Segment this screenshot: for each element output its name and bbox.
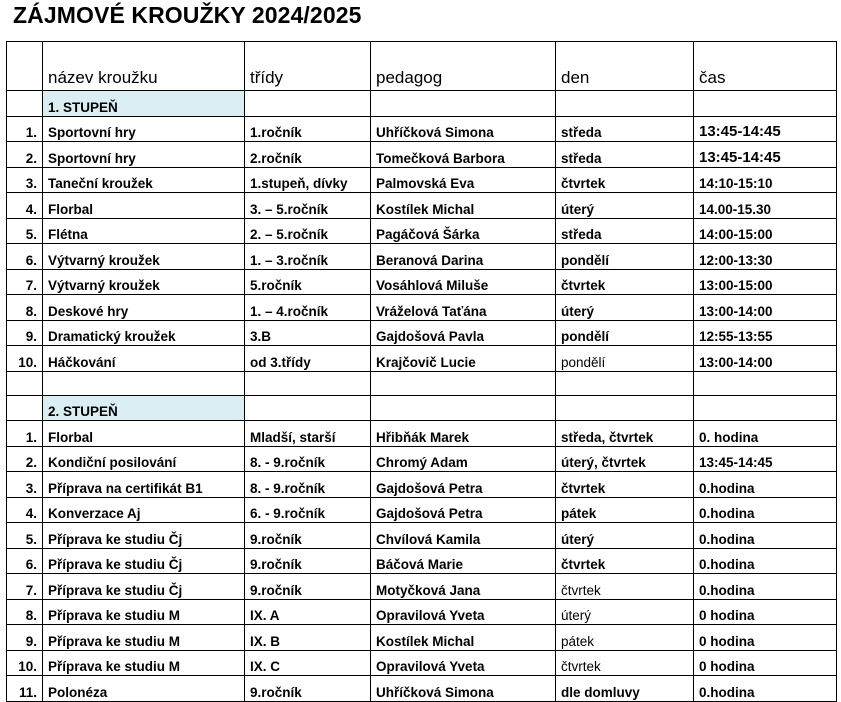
section-heading-row	[7, 91, 837, 117]
table-row	[7, 244, 837, 270]
row-number: 7.	[7, 269, 43, 295]
club-day: středa	[556, 218, 694, 244]
table-row	[7, 346, 837, 372]
empty-cell	[694, 395, 837, 421]
row-number: 1.	[7, 116, 43, 142]
row-number: 11.	[7, 676, 43, 702]
club-name: Příprava ke studiu M	[43, 625, 245, 651]
club-name: Příprava ke studiu M	[43, 650, 245, 676]
club-time: 13:45-14:45	[694, 116, 837, 142]
header-time: čas	[694, 42, 837, 91]
schedule-table	[6, 41, 837, 702]
club-time: 14.00-15.30	[694, 193, 837, 219]
header-day: den	[556, 42, 694, 91]
club-name: Polonéza	[43, 676, 245, 702]
club-day: čtvrtek	[556, 472, 694, 498]
club-name: Florbal	[43, 421, 245, 447]
club-classes: 8. - 9.ročník	[245, 472, 371, 498]
club-time: 0.hodina	[694, 472, 837, 498]
club-time: 0. hodina	[694, 421, 837, 447]
club-classes: 2.ročník	[245, 142, 371, 168]
club-time: 14:00-15:00	[694, 218, 837, 244]
row-number: 2.	[7, 446, 43, 472]
club-day: pondělí	[556, 320, 694, 346]
club-classes: 1.ročník	[245, 116, 371, 142]
club-classes: 5.ročník	[245, 269, 371, 295]
club-classes: IX. B	[245, 625, 371, 651]
club-day: úterý	[556, 599, 694, 625]
club-time: 13:45-14:45	[694, 142, 837, 168]
table-row	[7, 676, 837, 702]
club-classes: 1.stupeň, dívky	[245, 167, 371, 193]
row-number: 5.	[7, 523, 43, 549]
club-classes: Mladší, starší	[245, 421, 371, 447]
table-row	[7, 320, 837, 346]
club-classes: IX. C	[245, 650, 371, 676]
section-heading: 1. STUPEŇ	[43, 91, 245, 117]
club-teacher: Hřibňák Marek	[371, 421, 556, 447]
table-row	[7, 548, 837, 574]
club-name: Příprava ke studiu Čj	[43, 523, 245, 549]
club-day: pondělí	[556, 346, 694, 372]
empty-cell	[245, 371, 371, 395]
club-name: Příprava ke studiu M	[43, 599, 245, 625]
header-number	[7, 42, 43, 91]
club-classes: IX. A	[245, 599, 371, 625]
club-classes: 3.B	[245, 320, 371, 346]
club-time: 13:45-14:45	[694, 446, 837, 472]
table-row	[7, 142, 837, 168]
club-time: 13:00-15:00	[694, 269, 837, 295]
club-teacher: Beranová Darina	[371, 244, 556, 270]
club-teacher: Palmovská Eva	[371, 167, 556, 193]
club-classes: 1. – 4.ročník	[245, 295, 371, 321]
club-name: Sportovní hry	[43, 116, 245, 142]
club-day: pátek	[556, 625, 694, 651]
row-number: 10.	[7, 346, 43, 372]
club-classes: 9.ročník	[245, 548, 371, 574]
row-number: 4.	[7, 497, 43, 523]
club-teacher: Uhříčková Simona	[371, 116, 556, 142]
club-time: 0 hodina	[694, 599, 837, 625]
section-heading-row	[7, 395, 837, 421]
club-name: Dramatický kroužek	[43, 320, 245, 346]
club-teacher: Kostílek Michal	[371, 193, 556, 219]
club-time: 14:10-15:10	[694, 167, 837, 193]
table-row	[7, 116, 837, 142]
table-row	[7, 269, 837, 295]
club-name: Deskové hry	[43, 295, 245, 321]
club-teacher: Uhříčková Simona	[371, 676, 556, 702]
section-spacer	[7, 91, 43, 117]
club-day: čtvrtek	[556, 269, 694, 295]
table-row	[7, 446, 837, 472]
club-classes: 9.ročník	[245, 523, 371, 549]
club-name: Háčkování	[43, 346, 245, 372]
table-row	[7, 295, 837, 321]
page-title: ZÁJMOVÉ KROUŽKY 2024/2025	[13, 2, 362, 28]
club-name: Sportovní hry	[43, 142, 245, 168]
club-name: Florbal	[43, 193, 245, 219]
row-number: 9.	[7, 320, 43, 346]
row-number: 10.	[7, 650, 43, 676]
row-number: 6.	[7, 244, 43, 270]
table-row	[7, 497, 837, 523]
club-classes: od 3.třídy	[245, 346, 371, 372]
table-row	[7, 599, 837, 625]
club-classes: 9.ročník	[245, 574, 371, 600]
table-row	[7, 472, 837, 498]
club-time: 12:55-13:55	[694, 320, 837, 346]
header-row	[7, 42, 837, 91]
club-classes: 2. – 5.ročník	[245, 218, 371, 244]
table-row	[7, 523, 837, 549]
empty-cell	[694, 371, 837, 395]
club-time: 0 hodina	[694, 650, 837, 676]
empty-cell	[245, 395, 371, 421]
club-day: čtvrtek	[556, 650, 694, 676]
club-teacher: Gajdošová Petra	[371, 497, 556, 523]
club-day: pondělí	[556, 244, 694, 270]
club-teacher: Pagáčová Šárka	[371, 218, 556, 244]
table-row	[7, 574, 837, 600]
club-name: Příprava ke studiu Čj	[43, 548, 245, 574]
club-teacher: Báčová Marie	[371, 548, 556, 574]
empty-cell	[556, 395, 694, 421]
row-number: 3.	[7, 472, 43, 498]
club-time: 0.hodina	[694, 548, 837, 574]
empty-cell	[694, 91, 837, 117]
club-day: středa	[556, 116, 694, 142]
header-classes: třídy	[245, 42, 371, 91]
empty-cell	[7, 371, 43, 395]
club-teacher: Krajčovič Lucie	[371, 346, 556, 372]
row-number: 1.	[7, 421, 43, 447]
club-time: 13:00-14:00	[694, 295, 837, 321]
row-number: 7.	[7, 574, 43, 600]
table-row	[7, 218, 837, 244]
club-day: úterý	[556, 193, 694, 219]
club-classes: 3. – 5.ročník	[245, 193, 371, 219]
club-time: 0.hodina	[694, 574, 837, 600]
club-classes: 1. – 3.ročník	[245, 244, 371, 270]
club-name: Příprava ke studiu Čj	[43, 574, 245, 600]
club-day: dle domluvy	[556, 676, 694, 702]
empty-cell	[556, 371, 694, 395]
club-day: čtvrtek	[556, 167, 694, 193]
empty-cell	[245, 91, 371, 117]
blank-row	[7, 371, 837, 395]
club-day: úterý	[556, 295, 694, 321]
club-name: Příprava na certifikát B1	[43, 472, 245, 498]
empty-cell	[43, 371, 245, 395]
club-name: Kondiční posilování	[43, 446, 245, 472]
club-name: Výtvarný kroužek	[43, 269, 245, 295]
club-time: 0.hodina	[694, 523, 837, 549]
row-number: 8.	[7, 599, 43, 625]
club-day: středa	[556, 142, 694, 168]
table-row	[7, 193, 837, 219]
header-name: název kroužku	[43, 42, 245, 91]
empty-cell	[371, 395, 556, 421]
club-day: pátek	[556, 497, 694, 523]
club-classes: 8. - 9.ročník	[245, 446, 371, 472]
club-day: středa, čtvrtek	[556, 421, 694, 447]
section-heading: 2. STUPEŇ	[43, 395, 245, 421]
empty-cell	[556, 91, 694, 117]
club-time: 0 hodina	[694, 625, 837, 651]
row-number: 2.	[7, 142, 43, 168]
club-teacher: Tomečková Barbora	[371, 142, 556, 168]
empty-cell	[371, 91, 556, 117]
club-name: Taneční kroužek	[43, 167, 245, 193]
empty-cell	[371, 371, 556, 395]
section-spacer	[7, 395, 43, 421]
club-name: Konverzace Aj	[43, 497, 245, 523]
table-row	[7, 167, 837, 193]
club-teacher: Opravilová Yveta	[371, 650, 556, 676]
club-day: úterý, čtvrtek	[556, 446, 694, 472]
club-teacher: Vosáhlová Miluše	[371, 269, 556, 295]
row-number: 9.	[7, 625, 43, 651]
club-day: čtvrtek	[556, 574, 694, 600]
club-name: Flétna	[43, 218, 245, 244]
table-row	[7, 625, 837, 651]
club-teacher: Gajdošová Petra	[371, 472, 556, 498]
table-row	[7, 421, 837, 447]
row-number: 8.	[7, 295, 43, 321]
table-row	[7, 650, 837, 676]
club-teacher: Opravilová Yveta	[371, 599, 556, 625]
club-day: úterý	[556, 523, 694, 549]
club-classes: 9.ročník	[245, 676, 371, 702]
club-teacher: Motyčková Jana	[371, 574, 556, 600]
club-teacher: Vráželová Taťána	[371, 295, 556, 321]
club-name: Výtvarný kroužek	[43, 244, 245, 270]
club-teacher: Kostílek Michal	[371, 625, 556, 651]
club-time: 12:00-13:30	[694, 244, 837, 270]
club-classes: 6. - 9.ročník	[245, 497, 371, 523]
club-time: 0.hodina	[694, 676, 837, 702]
club-teacher: Chromý Adam	[371, 446, 556, 472]
club-time: 0.hodina	[694, 497, 837, 523]
row-number: 4.	[7, 193, 43, 219]
row-number: 5.	[7, 218, 43, 244]
header-teacher: pedagog	[371, 42, 556, 91]
row-number: 3.	[7, 167, 43, 193]
row-number: 6.	[7, 548, 43, 574]
club-day: čtvrtek	[556, 548, 694, 574]
club-time: 13:00-14:00	[694, 346, 837, 372]
club-teacher: Gajdošová Pavla	[371, 320, 556, 346]
club-teacher: Chvílová Kamila	[371, 523, 556, 549]
